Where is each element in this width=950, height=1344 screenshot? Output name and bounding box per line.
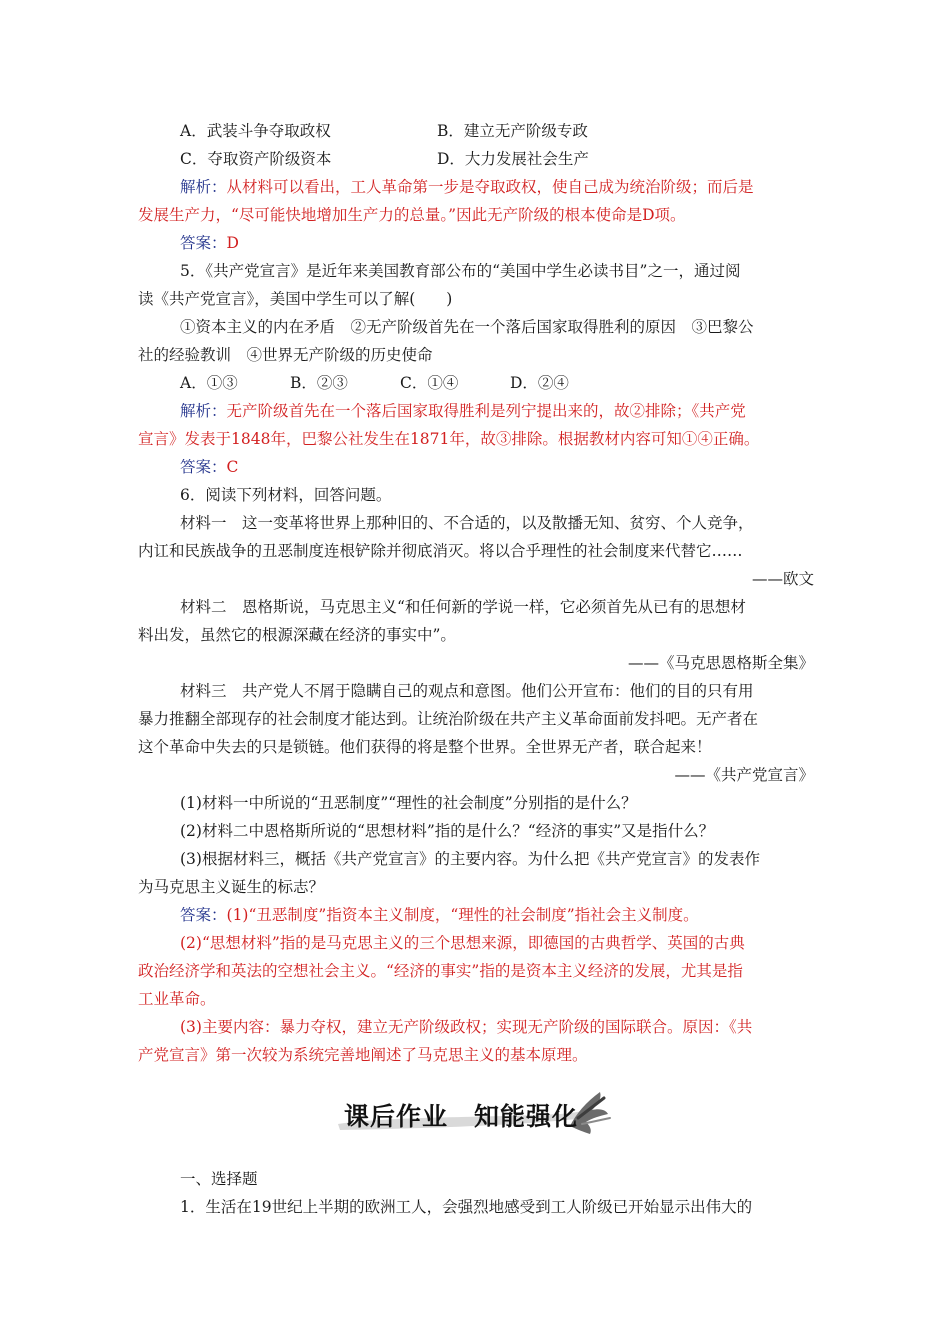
q6-answer-1 bbox=[180, 904, 814, 926]
q6-material-1-line-1: 材料一 这一变革将世界上那种旧的、不合适的，以及散播无知、贫穷、个人竞争， bbox=[180, 514, 754, 532]
q6-subquestion-2: (2)材料二中恩格斯所说的“思想材料”指的是什么？“经济的事实”又是指什么？ bbox=[180, 822, 715, 840]
q4-analysis-label: 解析： bbox=[180, 178, 227, 196]
q6-material-3-line-3: 这个革命中失去的只是锁链。他们获得的将是整个世界。全世界无产者，联合起来！ bbox=[138, 738, 712, 756]
q6-stem: 6．阅读下列材料，回答问题。 bbox=[180, 486, 392, 504]
q4-answer-value: D bbox=[226, 234, 239, 252]
q5-items-line-1: ①资本主义的内在矛盾 ②无产阶级首先在一个落后国家取得胜利的原因 ③巴黎公 bbox=[180, 318, 754, 336]
q4-analysis-line-1 bbox=[180, 176, 814, 198]
q5-analysis-label: 解析： bbox=[180, 402, 227, 420]
q6-material-3-line-1: 材料三 共产党人不屑于隐瞒自己的观点和意图。他们公开宣布：他们的目的只有用 bbox=[180, 682, 754, 700]
q6-answer-3-line-1: (3)主要内容：暴力夺权，建立无产阶级政权；实现无产阶级的国际联合。原因：《共 bbox=[180, 1018, 753, 1036]
q6-answer-2-line-2: 政治经济学和英法的空想社会主义。“经济的事实”指的是资本主义经济的发展，尤其是指 bbox=[138, 962, 743, 980]
q6-answer-2-line-1: (2)“思想材料”指的是马克思主义的三个思想来源，即德国的古典哲学、英国的古典 bbox=[180, 934, 745, 952]
q4-answer-label: 答案： bbox=[180, 234, 227, 252]
q4-options-row-2 bbox=[180, 148, 814, 170]
q6-material-2-line-1: 材料二 恩格斯说，马克思主义“和任何新的学说一样，它必须首先从已有的思想材 bbox=[180, 598, 746, 616]
q6-material-1-line-2: 内讧和民族战争的丑恶制度连根铲除并彻底消灭。将以合乎理性的社会制度来代替它…… bbox=[138, 542, 743, 560]
q5-analysis-line-1 bbox=[180, 400, 814, 422]
q6-material-1-source: ——欧文 bbox=[751, 570, 814, 588]
q6-answer-label: 答案： bbox=[180, 906, 227, 924]
q6-answer-3-line-2: 产党宣言》第一次较为系统完善地阐述了马克思主义的基本原理。 bbox=[138, 1046, 588, 1064]
q4-option-d: D．大力发展社会生产 bbox=[437, 150, 589, 168]
q5-option-d: D．②④ bbox=[510, 374, 569, 392]
q6-subquestion-1: (1)材料一中所说的“丑恶制度”“理性的社会制度”分别指的是什么？ bbox=[180, 794, 637, 812]
q5-answer-label: 答案： bbox=[180, 458, 227, 476]
section-heading: 一、选择题 bbox=[180, 1170, 258, 1188]
q5-analysis-line-2: 宣言》发表于1848年，巴黎公社发生在1871年，故③排除。根据教材内容可知①④正确。 bbox=[138, 430, 760, 448]
section-banner bbox=[334, 1088, 614, 1138]
q5-answer bbox=[180, 456, 814, 478]
q5-stem-line-1: 5．《共产党宣言》是近年来美国教育部公布的“美国中学生必读书目”之一，通过阅 bbox=[180, 262, 741, 280]
q5-options-row bbox=[180, 372, 814, 394]
q5-stem-line-2: 读《共产党宣言》，美国中学生可以了解( ) bbox=[138, 290, 453, 308]
q6-subquestion-3-line-1: (3)根据材料三，概括《共产党宣言》的主要内容。为什么把《共产党宣言》的发表作 bbox=[180, 850, 760, 868]
q6-answer-2-line-3: 工业革命。 bbox=[138, 990, 216, 1008]
q5-option-a: A．①③ bbox=[180, 374, 238, 392]
q4-answer bbox=[180, 232, 814, 254]
section-q1-line-1: 1．生活在19世纪上半期的欧洲工人，会强烈地感受到工人阶级已开始显示出伟大的 bbox=[180, 1198, 753, 1216]
banner-title: 课后作业 知能强化 bbox=[344, 1102, 579, 1131]
q6-material-3-source: ——《共产党宣言》 bbox=[674, 766, 814, 784]
q5-option-c: C．①④ bbox=[400, 374, 459, 392]
q6-subquestion-3-line-2: 为马克思主义诞生的标志？ bbox=[138, 878, 325, 896]
q4-option-c: C．夺取资产阶级资本 bbox=[180, 150, 332, 168]
q6-material-2-source: ——《马克思恩格斯全集》 bbox=[627, 654, 814, 672]
q5-items-line-2: 社的经验教训 ④世界无产阶级的历史使命 bbox=[138, 346, 433, 364]
q4-analysis-line-2: 发展生产力，“尽可能快地增加生产力的总量。”因此无产阶级的根本使命是D项。 bbox=[138, 206, 686, 224]
q5-option-b: B．②③ bbox=[290, 374, 348, 392]
q6-answer-1-text: (1)“丑恶制度”指资本主义制度，“理性的社会制度”指社会主义制度。 bbox=[226, 906, 699, 924]
q4-options-row-1 bbox=[180, 120, 814, 142]
q6-material-3-line-2: 暴力推翻全部现存的社会制度才能达到。让统治阶级在共产主义革命面前发抖吧。无产者在 bbox=[138, 710, 759, 728]
q4-option-a: A．武装斗争夺取政权 bbox=[180, 122, 331, 140]
q5-analysis-text: 无产阶级首先在一个落后国家取得胜利是列宁提出来的，故②排除；《共产党 bbox=[226, 402, 746, 420]
q5-answer-value: C bbox=[226, 458, 239, 476]
q4-analysis-text: 从材料可以看出，工人革命第一步是夺取政权，使自己成为统治阶级；而后是 bbox=[226, 178, 754, 196]
q4-option-b: B．建立无产阶级专政 bbox=[437, 122, 588, 140]
q6-material-2-line-2: 料出发，虽然它的根源深藏在经济的事实中”。 bbox=[138, 626, 456, 644]
